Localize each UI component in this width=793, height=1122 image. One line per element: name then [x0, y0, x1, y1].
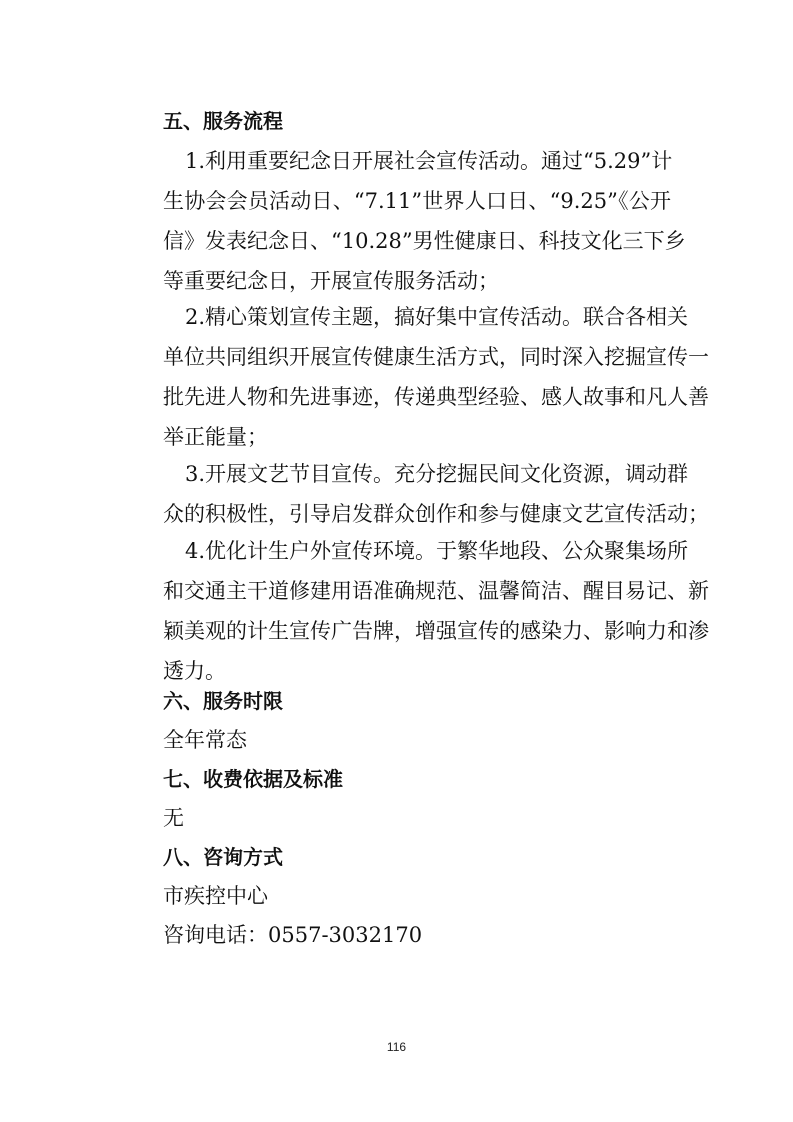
- paragraph-line: [163, 181, 671, 221]
- paragraph-line: [163, 221, 686, 261]
- section-heading: 七、收费依据及标准: [163, 767, 343, 791]
- section-text: 无: [163, 806, 184, 830]
- paragraph-line: [163, 377, 709, 417]
- paragraph-line: [163, 571, 709, 611]
- section-heading: 五、服务流程: [163, 109, 283, 133]
- paragraph-text: 生协会会员活动日、“7.11”世界人口日、“9.25”《公开: [163, 189, 671, 213]
- paragraph-line: [185, 297, 689, 337]
- paragraph-line: [185, 531, 689, 571]
- section-text: 全年常态: [163, 728, 247, 752]
- contact-phone: 咨询电话：0557-3032170: [163, 923, 423, 947]
- paragraph-line: [185, 454, 689, 494]
- paragraph-text: 3.开展文艺节目宣传。充分挖掘民间文化资源，调动群: [185, 462, 689, 486]
- paragraph-line: [163, 337, 709, 377]
- paragraph-text: 和交通主干道修建用语准确规范、温馨简洁、醒目易记、新: [163, 579, 709, 603]
- paragraph-line: [163, 494, 709, 534]
- paragraph-text: 信》发表纪念日、“10.28”男性健康日、科技文化三下乡: [163, 229, 686, 253]
- paragraph-line: [185, 141, 673, 181]
- paragraph-text: 2.精心策划宣传主题，搞好集中宣传活动。联合各相关: [185, 305, 689, 329]
- paragraph-line: [163, 611, 709, 651]
- paragraph-text: 1.利用重要纪念日开展社会宣传活动。通过“5.29”计: [185, 149, 673, 173]
- paragraph-text: 单位共同组织开展宣传健康生活方式，同时深入挖掘宣传一: [163, 345, 709, 369]
- paragraph-text: 颖美观的计生宣传广告牌，增强宣传的感染力、影响力和渗: [163, 619, 709, 643]
- paragraph-text: 批先进人物和先进事迹，传递典型经验、感人故事和凡人善: [163, 385, 709, 409]
- paragraph-line: 举正能量；: [163, 425, 268, 449]
- page-number: 116: [386, 1040, 407, 1054]
- paragraph-line: 等重要纪念日，开展宣传服务活动；: [163, 269, 499, 293]
- section-heading: 八、咨询方式: [163, 845, 283, 869]
- paragraph-text: 众的积极性，引导启发群众创作和参与健康文艺宣传活动；: [163, 502, 709, 526]
- section-heading: 六、服务时限: [163, 689, 283, 713]
- section-text: 市疾控中心: [163, 884, 268, 908]
- paragraph-line: 透力。: [163, 659, 226, 683]
- paragraph-text: 4.优化计生户外宣传环境。于繁华地段、公众聚集场所: [185, 539, 689, 563]
